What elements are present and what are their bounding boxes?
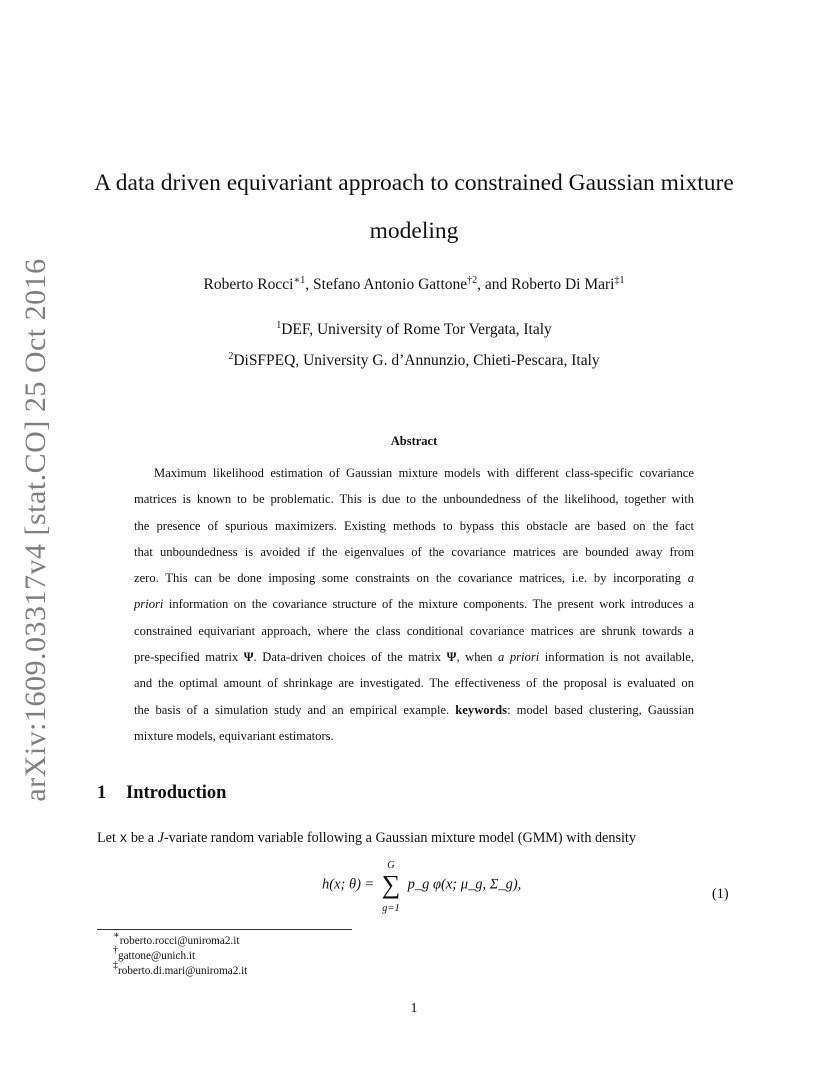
math-symbol: x [119, 831, 128, 846]
math-symbol: J [157, 830, 164, 846]
section-heading [97, 783, 226, 804]
footnote-mark: † [113, 945, 118, 956]
footnote-rule [97, 929, 352, 930]
bold-text: Ψ [243, 650, 254, 665]
footnote [113, 960, 248, 977]
author-list [0, 276, 828, 294]
arxiv-side-stamp: arXiv:1609.03317v4 [stat.CO] 25 Oct 2016 [19, 258, 52, 802]
footnote-email: roberto.di.mari@uniroma2.it [118, 965, 248, 977]
section-title: Introduction [126, 783, 227, 803]
section-number: 1 [97, 783, 107, 803]
footnote-email: gattone@unich.it [118, 950, 196, 962]
abstract-body [134, 460, 694, 749]
abstract-line: the presence of spurious maximizers. Existing methods to bypass this obstacle are based on the fact [134, 518, 694, 533]
abstract-line: matrices is known to be problematic. This is due to the unboundedness of the likelihood, together with [134, 492, 694, 507]
page-number: 1 [410, 1001, 418, 1016]
abstract-line: and the optimal amount of shrinkage are investigated. The effectiveness of the proposal is evaluated on [134, 676, 694, 691]
equation-1 [322, 860, 522, 922]
affiliation-1 [0, 321, 828, 339]
sum-lower-limit: g=1 [382, 903, 400, 914]
abstract-line: mixture models, equivariant estimators. [134, 728, 334, 743]
intro-text: be a [127, 830, 158, 846]
abstract-line: Maximum likelihood estimation of Gaussian mixture models with different class-specific covariance [154, 466, 694, 480]
author-separator: , and [477, 276, 512, 293]
equation-rhs: p_g φ(x; μ_g, Σ_g), [407, 876, 522, 893]
equation-number: (1) [712, 886, 729, 902]
intro-text: Let [97, 830, 120, 846]
affiliation-2 [0, 352, 828, 370]
bold-text: keywords [455, 702, 508, 717]
summation-symbol [378, 860, 404, 914]
abstract-heading: Abstract [390, 434, 438, 448]
intro-text: -variate random variable following a Gaussian mixture model (GMM) with density [163, 830, 636, 846]
sigma-icon: ∑ [381, 870, 401, 899]
abstract-line: priori information on the covariance structure of the mixture components. The present work introduces a [134, 597, 694, 612]
author-name: Stefano Antonio Gattone [313, 276, 468, 293]
footnote-email: roberto.rocci@uniroma2.it [119, 935, 240, 947]
author-name: Roberto Rocci [203, 276, 294, 293]
abstract-line: the basis of a simulation study and an empirical example. keywords: model based clustering, Gaussian [134, 702, 695, 717]
author-name: Roberto Di Mari [511, 276, 615, 293]
abstract-line: zero. This can be done imposing some constraints on the covariance matrices, i.e. by incorporating a [134, 571, 694, 586]
footnote-mark: ‡ [113, 960, 118, 971]
footnote [113, 945, 196, 962]
intro-paragraph [97, 830, 636, 847]
footnote-mark: ∗ [113, 930, 120, 941]
paper-title-line-1: A data driven equivariant approach to constrained Gaussian mixture [94, 170, 734, 196]
author-separator: , [305, 276, 314, 293]
author-marks: ‡1 [614, 275, 625, 286]
abstract-line: constrained equivariant approach, where the class conditional covariance matrices are shrunk towards a [134, 623, 694, 638]
author-marks: ∗1 [293, 275, 306, 286]
affiliation-number: 1 [276, 320, 282, 331]
abstract-line: pre-specified matrix Ψ. Data-driven choices of the matrix Ψ, when a priori information is not available, [134, 650, 694, 665]
abstract-line: that unboundedness is avoided if the eigenvalues of the covariance matrices are bounded away from [134, 544, 694, 559]
paper-title-line-2: modeling [369, 218, 459, 244]
author-marks: †2 [467, 275, 478, 286]
sum-upper-limit: G [387, 860, 395, 871]
equation-lhs: h(x; θ) = [322, 876, 375, 893]
italic-text: a priori [497, 650, 540, 665]
italic-text: priori [134, 597, 164, 612]
italic-text: a [687, 571, 694, 586]
bold-text: Ψ [446, 650, 457, 665]
affiliation-number: 2 [228, 351, 234, 362]
footnote [113, 930, 240, 947]
affiliation-text: DEF, University of Rome Tor Vergata, Italy [281, 321, 552, 338]
affiliation-text: DiSFPEQ, University G. d’Annunzio, Chieti-Pescara, Italy [233, 352, 600, 369]
